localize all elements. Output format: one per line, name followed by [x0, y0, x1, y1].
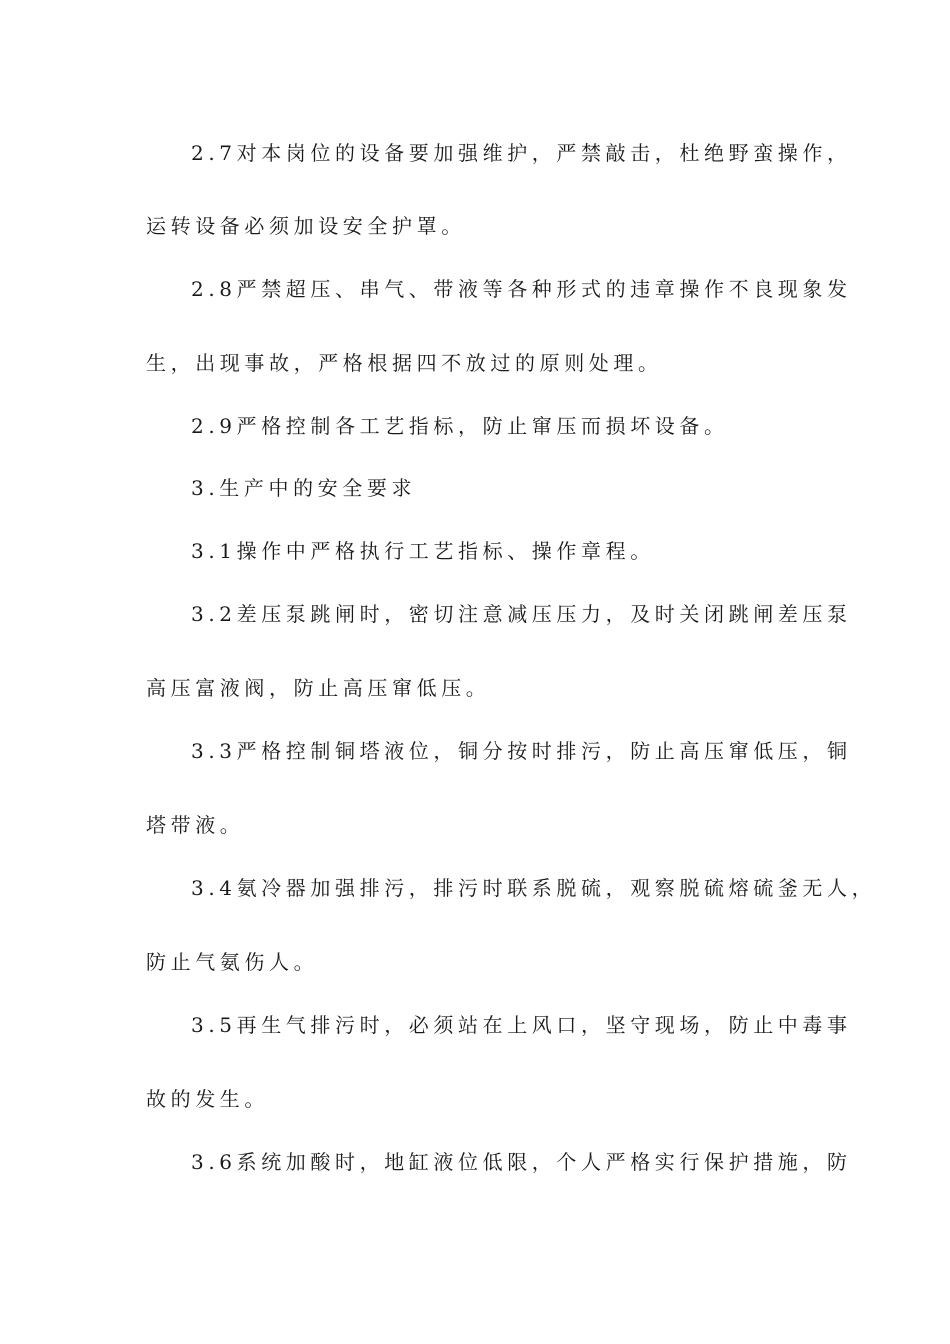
paragraph-3-5-line-2: 故的发生。: [146, 1087, 269, 1111]
paragraph-2-8-line-2: 生，出现事故，严格根据四不放过的原则处理。: [146, 351, 663, 375]
paragraph-3-2-line-1: 3.2差压泵跳闸时，密切注意减压压力，及时关闭跳闸差压泵: [191, 602, 852, 626]
paragraph-3-6-line-1: 3.6系统加酸时，地缸液位低限，个人严格实行保护措施，防: [191, 1150, 852, 1174]
section-3-heading: 3.生产中的安全要求: [191, 476, 417, 500]
paragraph-3-2-line-2: 高压富液阀，防止高压窜低压。: [146, 676, 491, 700]
paragraph-3-4-line-2: 防止气氨伤人。: [146, 950, 319, 974]
paragraph-3-3-line-2: 塔带液。: [146, 813, 245, 837]
paragraph-2-8-line-1: 2.8严禁超压、串气、带液等各种形式的违章操作不良现象发: [191, 277, 852, 301]
paragraph-3-1: 3.1操作中严格执行工艺指标、操作章程。: [191, 539, 655, 563]
paragraph-3-5-line-1: 3.5再生气排污时，必须站在上风口，坚守现场，防止中毒事: [191, 1013, 852, 1037]
paragraph-2-7-line-1: 2.7对本岗位的设备要加强维护，严禁敲击，杜绝野蛮操作，: [191, 141, 852, 165]
paragraph-3-4-line-1: 3.4氨冷器加强排污，排污时联系脱硫，观察脱硫熔硫釜无人，: [191, 876, 877, 900]
paragraph-3-3-line-1: 3.3严格控制铜塔液位，铜分按时排污，防止高压窜低压，铜: [191, 739, 852, 763]
paragraph-2-9: 2.9严格控制各工艺指标，防止窜压而损坏设备。: [191, 414, 729, 438]
paragraph-2-7-line-2: 运转设备必须加设安全护罩。: [146, 214, 466, 238]
